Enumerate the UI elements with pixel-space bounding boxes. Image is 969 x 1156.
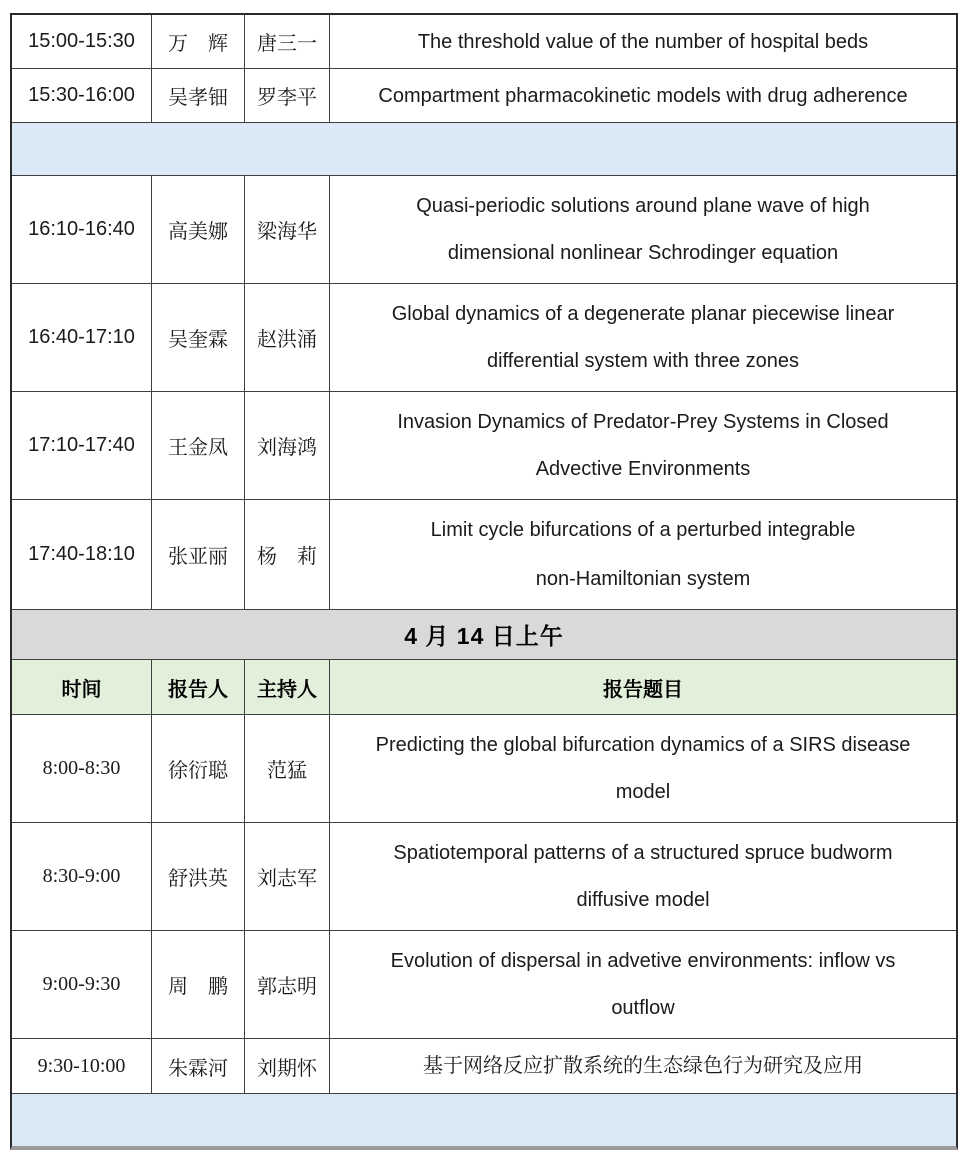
time-cell: 15:00-15:30 — [12, 15, 152, 68]
chair-cell: 梁海华 — [245, 176, 330, 283]
time-cell: 16:10-16:40 — [12, 176, 152, 283]
table-row — [12, 392, 956, 500]
title-cell — [330, 392, 956, 499]
time-cell: 17:10-17:40 — [12, 392, 152, 499]
speaker-cell: 徐衍聪 — [152, 715, 245, 822]
title-cell — [330, 15, 956, 68]
table-row — [12, 69, 956, 123]
speaker-cell: 万 辉 — [152, 15, 245, 68]
column-header-chair: 主持人 — [245, 660, 330, 714]
table-row — [12, 715, 956, 823]
talk-title: 基于网络反应扩散系统的生态绿色行为研究及应用 — [423, 1055, 863, 1077]
talk-title-line: Global dynamics of a degenerate planar piecewise linear — [391, 302, 895, 325]
talk-title-line: non-Hamiltonian system — [535, 567, 751, 590]
column-header-row — [12, 660, 956, 715]
title-cell — [330, 284, 956, 391]
talk-title-line: Quasi-periodic solutions around plane wave of high — [416, 194, 870, 217]
chair-cell: 刘志军 — [245, 823, 330, 930]
chair-cell: 杨 莉 — [245, 500, 330, 609]
column-header-speaker: 报告人 — [152, 660, 245, 714]
speaker-cell: 高美娜 — [152, 176, 245, 283]
talk-title-line: diffusive model — [576, 889, 710, 912]
title-cell — [330, 500, 956, 609]
talk-title-line: model — [615, 781, 671, 804]
table-row — [12, 931, 956, 1039]
talk-title: Compartment pharmacokinetic models with drug adherence — [378, 84, 908, 107]
speaker-cell: 舒洪英 — [152, 823, 245, 930]
time-cell: 8:00-8:30 — [12, 715, 152, 822]
title-cell — [330, 931, 956, 1038]
table-row — [12, 500, 956, 610]
break-band-cell — [12, 1094, 956, 1146]
chair-cell: 刘期怀 — [245, 1039, 330, 1093]
title-cell — [330, 1039, 956, 1093]
talk-title-line: Predicting the global bifurcation dynamics of a SIRS disease — [375, 733, 911, 756]
chair-cell: 赵洪涌 — [245, 284, 330, 391]
speaker-cell: 周 鹏 — [152, 931, 245, 1038]
break-band — [12, 123, 956, 176]
chair-cell: 罗李平 — [245, 69, 330, 122]
title-cell — [330, 823, 956, 930]
talk-title-line: Limit cycle bifurcations of a perturbed integrable — [430, 519, 856, 542]
speaker-cell: 吴奎霖 — [152, 284, 245, 391]
talk-title-line: outflow — [611, 997, 675, 1020]
time-cell: 9:00-9:30 — [12, 931, 152, 1038]
table-row — [12, 176, 956, 284]
title-cell — [330, 69, 956, 122]
time-cell: 8:30-9:00 — [12, 823, 152, 930]
column-header-title: 报告题目 — [603, 678, 683, 701]
table-row — [12, 1039, 956, 1094]
talk-title-line: Advective Environments — [535, 458, 751, 481]
talk-title-line: dimensional nonlinear Schrodinger equation — [447, 242, 839, 265]
speaker-cell: 吴孝钿 — [152, 69, 245, 122]
chair-cell: 郭志明 — [245, 931, 330, 1038]
section-title: 4 月 14 日上午 — [404, 623, 564, 649]
time-cell: 9:30-10:00 — [12, 1039, 152, 1093]
talk-title-line: Invasion Dynamics of Predator-Prey Systems in Closed — [397, 410, 889, 433]
speaker-cell: 王金凤 — [152, 392, 245, 499]
chair-cell: 范猛 — [245, 715, 330, 822]
talk-title-line: Spatiotemporal patterns of a structured spruce budworm — [393, 841, 893, 864]
title-cell — [330, 176, 956, 283]
break-band — [12, 1094, 956, 1146]
column-header-time: 时间 — [12, 660, 152, 714]
conference-schedule-table — [10, 13, 958, 1150]
chair-cell: 唐三一 — [245, 15, 330, 68]
speaker-cell: 张亚丽 — [152, 500, 245, 609]
title-cell — [330, 715, 956, 822]
table-row — [12, 15, 956, 69]
talk-title-line: differential system with three zones — [486, 350, 799, 373]
talk-title: The threshold value of the number of hospital beds — [417, 30, 869, 53]
time-cell: 16:40-17:10 — [12, 284, 152, 391]
table-row — [12, 284, 956, 392]
speaker-cell: 朱霖河 — [152, 1039, 245, 1093]
time-cell: 17:40-18:10 — [12, 500, 152, 609]
table-row — [12, 823, 956, 931]
break-band-cell — [12, 123, 956, 175]
chair-cell: 刘海鸿 — [245, 392, 330, 499]
talk-title-line: Evolution of dispersal in advetive environments: inflow vs — [390, 949, 896, 972]
time-cell: 15:30-16:00 — [12, 69, 152, 122]
section-band — [12, 610, 956, 660]
